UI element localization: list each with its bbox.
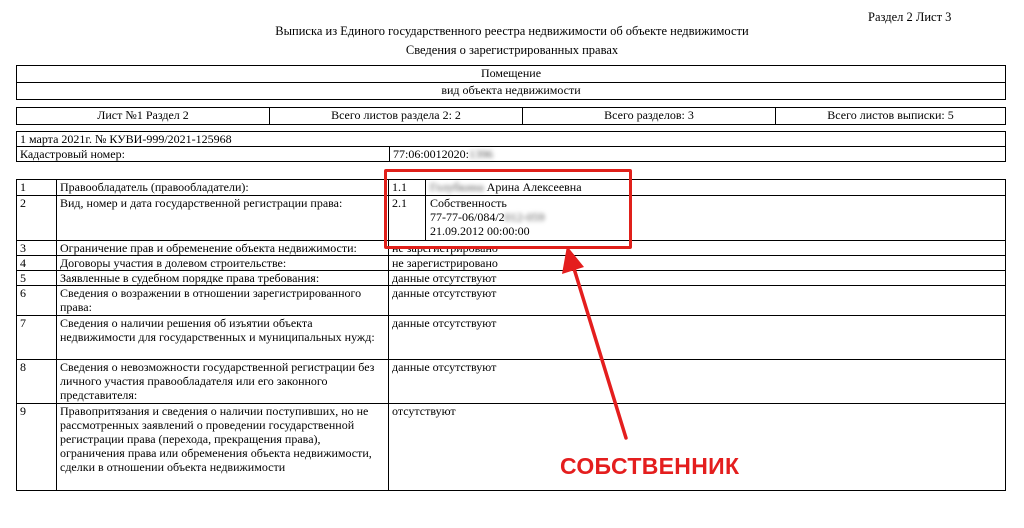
row-number: 9 — [17, 404, 57, 491]
owner-surname-hidden: Голубкина — [430, 180, 484, 194]
row-label: Сведения о невозможности государственной регистрации без личного участия правообладателя или его законного представителя: — [57, 360, 389, 404]
row-label: Договоры участия в долевом строительстве: — [57, 256, 389, 271]
row-value: отсутствуют — [389, 404, 1006, 491]
registration-sub-number: 2.1 — [389, 196, 426, 240]
object-type-caption: вид объекта недвижимости — [17, 83, 1006, 100]
row-number: 4 — [17, 256, 57, 271]
document-title: Выписка из Единого государственного реестра недвижимости об объекте недвижимости — [275, 24, 749, 38]
row-value: данные отсутствуют — [389, 271, 1006, 286]
row-label: Заявленные в судебном порядке права требования: — [57, 271, 389, 286]
owner-highlight-box — [384, 169, 632, 249]
row-number: 5 — [17, 271, 57, 286]
registration-date: 21.09.2012 00:00:00 — [430, 224, 530, 238]
table-row — [17, 256, 1006, 271]
row-number: 7 — [17, 316, 57, 360]
arrow-up-icon — [556, 240, 646, 450]
registration-number-visible: 77-77-06/084/2 — [430, 210, 505, 224]
row-value: данные отсутствуют — [389, 286, 1006, 316]
doc-info-table — [16, 131, 1006, 162]
row-number: 1 — [17, 180, 57, 196]
table-row — [17, 316, 1006, 360]
row-value: данные отсутствуют — [389, 316, 1006, 360]
document-subtitle: Сведения о зарегистрированных правах — [405, 43, 619, 57]
row-value: данные отсутствуют — [389, 360, 1006, 404]
total-sheets-extract: Всего листов выписки: 5 — [776, 108, 1006, 125]
row-value: не зарегистрировано — [389, 256, 1006, 271]
cadastral-value-hidden: 1396 — [469, 147, 494, 161]
owner-given-names: Арина Алексеевна — [486, 180, 582, 194]
cadastral-label: Кадастровый номер: — [17, 147, 390, 162]
table-row — [17, 271, 1006, 286]
owner-annotation-label: СОБСТВЕННИК — [560, 453, 740, 479]
table-row — [17, 360, 1006, 404]
sheet-section: Лист №1 Раздел 2 — [17, 108, 270, 125]
registration-number-hidden: 012-059 — [504, 210, 545, 224]
row-number: 6 — [17, 286, 57, 316]
section-sheet-label: Раздел 2 Лист 3 — [868, 10, 952, 24]
row-label: Вид, номер и дата государственной регистрации права: — [57, 196, 389, 241]
row-label: Правообладатель (правообладатели): — [57, 180, 389, 196]
row-value: не зарегистрировано — [389, 241, 1006, 256]
row-label: Ограничение прав и обременение объекта недвижимости: — [57, 241, 389, 256]
row-number: 8 — [17, 360, 57, 404]
row-number: 3 — [17, 241, 57, 256]
row-number: 2 — [17, 196, 57, 241]
row-label: Сведения о наличии решения об изъятии объекта недвижимости для государственных и муниципальных нужд: — [57, 316, 389, 360]
right-type: Собственность — [430, 196, 507, 210]
total-sheets-section: Всего листов раздела 2: 2 — [270, 108, 523, 125]
total-sections: Всего разделов: 3 — [523, 108, 776, 125]
table-row — [17, 404, 1006, 491]
row-label: Сведения о возражении в отношении зарегистрированного права: — [57, 286, 389, 316]
object-type: Помещение — [17, 66, 1006, 83]
owner-sub-number: 1.1 — [389, 180, 426, 195]
object-type-table — [16, 65, 1006, 100]
sheet-info-table — [16, 107, 1006, 125]
cadastral-number — [390, 147, 1006, 162]
cadastral-value: 77:06:0012020: — [393, 147, 470, 161]
table-row — [17, 286, 1006, 316]
row-label: Правопритязания и сведения о наличии поступивших, но не рассмотренных заявлений о проведении государственной регистрации права (перехода, прекращения права), ограничения права или обременения объекта недвижимости, сделки в отношении объекта недвижимости — [57, 404, 389, 491]
date-number: 1 марта 2021г. № КУВИ-999/2021-125968 — [17, 132, 1006, 147]
